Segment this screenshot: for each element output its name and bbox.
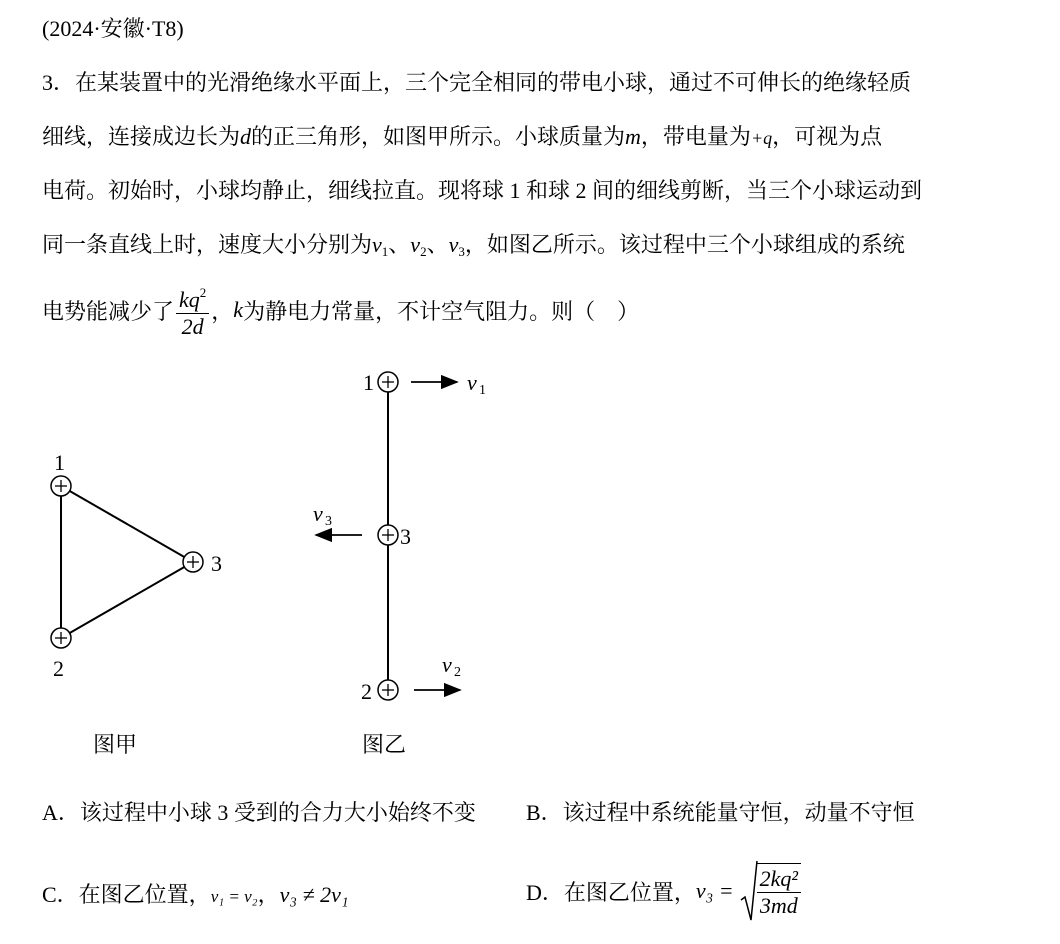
jia-label-2: 2 (53, 656, 64, 681)
v1-sub: 1 (479, 383, 486, 398)
question-line-4: 同一条直线上时，速度大小分别为v1、v2、v3，如图乙所示。该过程中三个小球组成的系统 (42, 232, 905, 259)
question-line-1: 3．在某装置中的光滑绝缘水平面上，三个完全相同的带电小球，通过不可伸长的绝缘轻质 (42, 70, 912, 95)
option-c[interactable]: C．在图乙位置，v₁ = v₂，v₃ ≠ 2v₁ (42, 882, 349, 907)
option-d[interactable]: D．在图乙位置， v₃ = $\frac{\text{2kq²}}{3md}$ (526, 860, 803, 922)
v3-sub: 3 (325, 514, 332, 529)
caption-jia: 图甲 (93, 732, 138, 757)
ball-3-yi (378, 525, 398, 545)
ball-1 (51, 476, 71, 496)
ball-1-yi (378, 372, 398, 392)
question-line-2: 细线，连接成边长为d的正三角形，如图甲所示。小球质量为m，带电量为+q，可视为点 (42, 124, 883, 149)
ball-3 (183, 552, 203, 572)
question-line-3: 电荷。初始时，小球均静止，细线拉直。现将球 1 和球 2 间的细线剪断，当三个小球运动到 (42, 178, 923, 203)
v3-label: v (313, 501, 323, 526)
question-line-5: 电势能减少了 $\frac{kq^2}{2d}$ ， k 为静电力常量，不计空气阻力。则（ ） (42, 280, 639, 340)
option-b[interactable]: B．该过程中系统能量守恒，动量不守恒 (526, 800, 915, 825)
option-a[interactable]: A．该过程中小球 3 受到的合力大小始终不变 (42, 800, 476, 825)
yi-label-3: 3 (400, 524, 411, 549)
sqrt-sign (740, 860, 758, 922)
caption-yi: 图乙 (362, 732, 407, 757)
figure-yi (313, 370, 486, 704)
jia-label-1: 1 (54, 450, 65, 475)
ball-2-yi (378, 680, 398, 700)
figure-jia (51, 450, 222, 681)
v2-label: v (442, 652, 452, 677)
ball-2 (51, 628, 71, 648)
v2-sub: 2 (454, 665, 461, 680)
v1-label: v (467, 370, 477, 395)
sqrt-expression: $\frac{\text{2kq²}}{3md}$ (740, 860, 803, 922)
yi-label-1: 1 (363, 370, 374, 395)
source-label: (2024·安徽·T8) (42, 16, 184, 41)
yi-label-2: 2 (361, 679, 372, 704)
jia-label-3: 3 (211, 551, 222, 576)
energy-fraction: $\frac{kq^2}{2d}$ (176, 280, 209, 340)
